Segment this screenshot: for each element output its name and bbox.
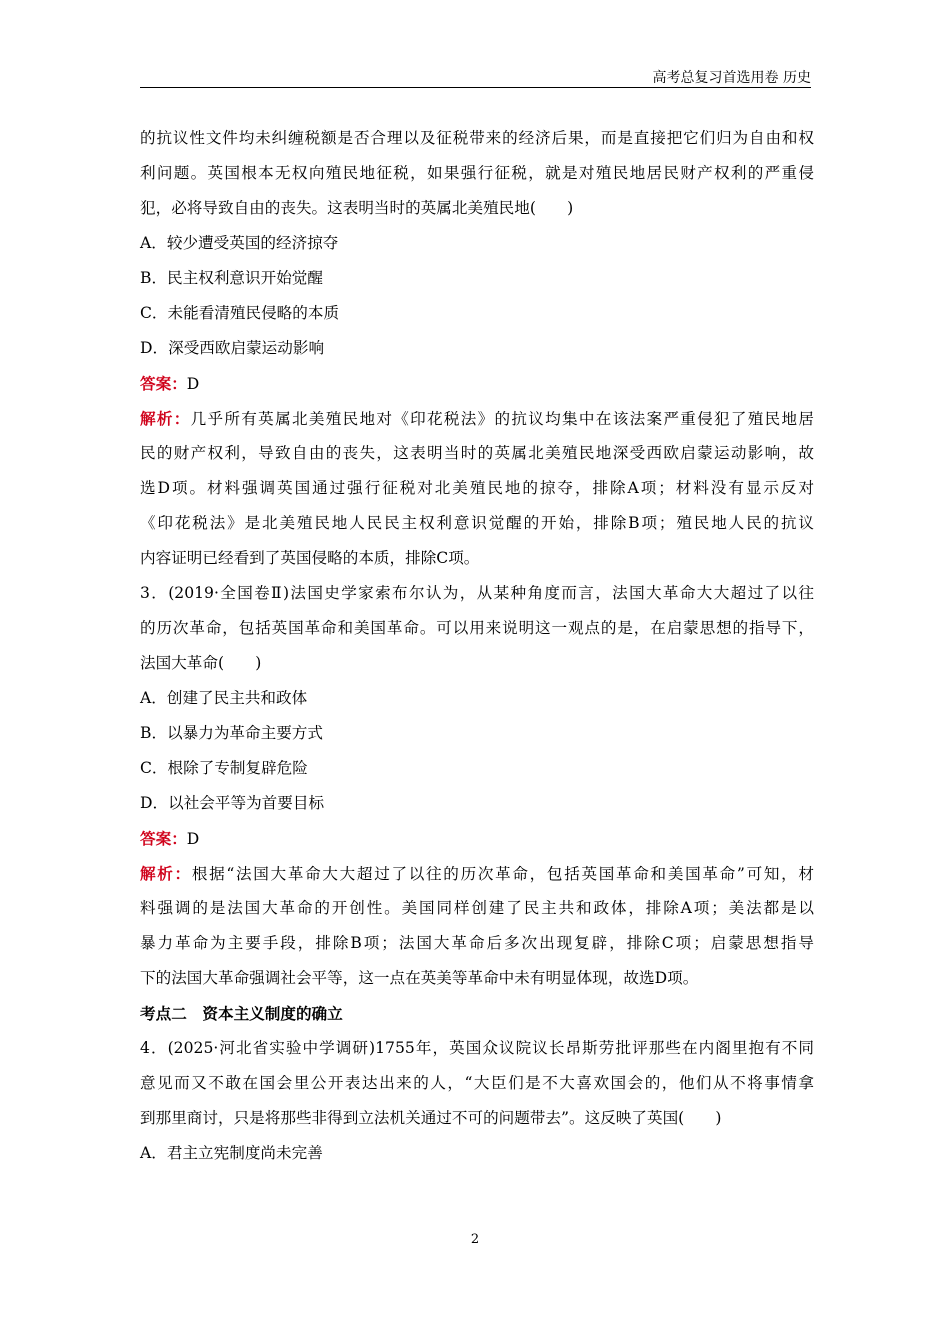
- line-text: 内容证明已经看到了英国侵略的本质，排除C项。: [140, 549, 480, 567]
- text-line: [140, 471, 814, 506]
- text-line: [140, 716, 814, 751]
- text-line: [140, 1136, 814, 1171]
- line-text: 利问题。英国根本无权向殖民地征税，如果强行征税，就是对殖民地居民财产权利的严重侵: [140, 164, 814, 182]
- answer-label: 答案：: [140, 829, 187, 848]
- text-line: [140, 331, 814, 366]
- line-text: 3．(2019·全国卷Ⅱ)法国史学家索布尔认为，从某种角度而言，法国大革命大大超过了以往: [140, 584, 814, 602]
- text-line: [140, 1101, 814, 1136]
- line-text: 选D项。材料强调英国通过强行征税对北美殖民地的掠夺，排除A项；材料没有显示反对: [140, 479, 814, 497]
- document-body: [140, 121, 814, 1171]
- text-line: [140, 261, 814, 296]
- line-text: 的抗议性文件均未纠缠税额是否合理以及征税带来的经济后果，而是直接把它们归为自由和权: [140, 129, 814, 147]
- text-line: [140, 1031, 814, 1066]
- line-text: 的历次革命，包括英国革命和美国革命。可以用来说明这一观点的是，在启蒙思想的指导下，: [140, 619, 814, 637]
- line-text: A．创建了民主共和政体: [140, 689, 308, 707]
- text-line: [140, 401, 814, 436]
- text-line: [140, 1066, 814, 1101]
- text-line: [140, 156, 814, 191]
- line-text: B．民主权利意识开始觉醒: [140, 269, 323, 287]
- answer-label: 解析：: [140, 409, 191, 428]
- line-text: D: [186, 375, 200, 393]
- text-line: [140, 646, 814, 681]
- line-text: 暴力革命为主要手段，排除B项；法国大革命后多次出现复辟，排除C项；启蒙思想指导: [140, 934, 814, 952]
- line-text: 下的法国大革命强调社会平等，这一点在英美等革命中未有明显体现，故选D项。: [140, 969, 699, 987]
- line-text: 犯，必将导致自由的丧失。这表明当时的英属北美殖民地( ): [140, 199, 574, 217]
- line-text: A．较少遭受英国的经济掠夺: [140, 234, 339, 252]
- text-line: [140, 191, 814, 226]
- section-heading: [140, 996, 814, 1031]
- running-header: 高考总复习首选用卷 历史: [652, 70, 811, 86]
- line-text: 4．(2025·河北省实验中学调研)1755年，英国众议院议长昂斯劳批评那些在内阁里抱有不同: [140, 1039, 814, 1057]
- text-line: [140, 751, 814, 786]
- text-line: [140, 926, 814, 961]
- text-line: [140, 296, 814, 331]
- text-line: [140, 821, 814, 856]
- header-rule: [140, 87, 811, 88]
- line-text: D．深受西欧启蒙运动影响: [140, 339, 325, 357]
- line-text: D: [186, 830, 200, 848]
- line-text: D．以社会平等为首要目标: [140, 794, 325, 812]
- line-text: 法国大革命( ): [140, 654, 262, 672]
- line-text: B．以暴力为革命主要方式: [140, 724, 323, 742]
- answer-label: 解析：: [140, 864, 192, 883]
- line-text: 《印花税法》是北美殖民地人民民主权利意识觉醒的开始，排除B项；殖民地人民的抗议: [140, 514, 814, 532]
- text-line: [140, 961, 814, 996]
- text-line: [140, 891, 814, 926]
- text-line: [140, 366, 814, 401]
- line-text: C．未能看清殖民侵略的本质: [140, 304, 340, 322]
- text-line: [140, 856, 814, 891]
- line-text: 几乎所有英属北美殖民地对《印花税法》的抗议均集中在该法案严重侵犯了殖民地居: [190, 410, 814, 428]
- text-line: [140, 226, 814, 261]
- line-text: 料强调的是法国大革命的开创性。美国同样创建了民主共和政体，排除A项；美法都是以: [140, 899, 814, 917]
- text-line: [140, 681, 814, 716]
- text-line: [140, 611, 814, 646]
- line-text: 根据“法国大革命大大超过了以往的历次革命，包括英国革命和美国革命”可知，材: [191, 865, 814, 883]
- line-text: 意见而又不敢在国会里公开表达出来的人，“大臣们是不大喜欢国会的，他们从不将事情拿: [140, 1074, 814, 1092]
- text-line: [140, 506, 814, 541]
- text-line: [140, 436, 814, 471]
- text-line: [140, 121, 814, 156]
- line-text: A．君主立宪制度尚未完善: [140, 1144, 323, 1162]
- text-line: [140, 576, 814, 611]
- line-text: 考点二 资本主义制度的确立: [140, 1004, 343, 1023]
- line-text: 民的财产权利，导致自由的丧失，这表明当时的英属北美殖民地深受西欧启蒙运动影响，故: [140, 444, 814, 462]
- page-number: 2: [470, 1232, 480, 1247]
- line-text: 到那里商讨，只是将那些非得到立法机关通过不可的问题带去”。这反映了英国( ): [140, 1109, 722, 1127]
- line-text: C．根除了专制复辟危险: [140, 759, 308, 777]
- text-line: [140, 786, 814, 821]
- answer-label: 答案：: [140, 374, 187, 393]
- text-line: [140, 541, 814, 576]
